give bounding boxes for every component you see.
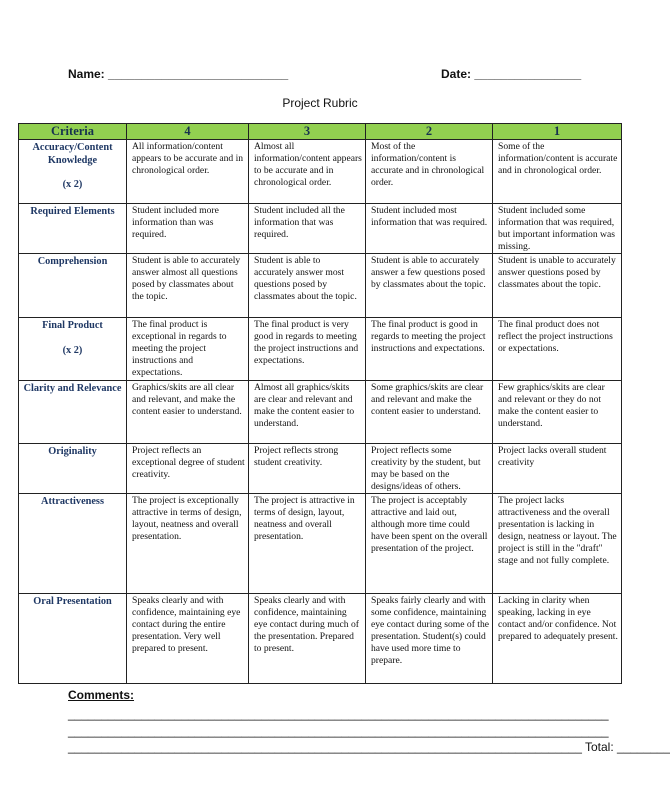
score-1-cell: Some of the information/content is accurate and in chronological order.	[493, 140, 622, 204]
criteria-cell	[19, 381, 127, 444]
header-criteria: Criteria	[19, 124, 127, 140]
score-2-cell: Speaks fairly clearly and with some confidence, maintaining eye contact during some of the presentation. Student(s) could have used more time to prepare.	[366, 594, 493, 684]
page-title: Project Rubric	[282, 96, 358, 110]
header-score-4: 4	[127, 124, 249, 140]
table-row	[19, 381, 622, 444]
criteria-cell	[19, 318, 127, 381]
rubric-header-row	[19, 124, 622, 140]
score-3-cell: Student included all the information that was required.	[249, 204, 366, 254]
table-row	[19, 444, 622, 494]
criteria-cell	[19, 254, 127, 318]
score-4-cell: The final product is exceptional in regards to meeting the project instructions and expectations.	[127, 318, 249, 381]
header-score-3: 3	[249, 124, 366, 140]
comment-line: _________________________________________________________________________________	[68, 724, 609, 738]
table-row	[19, 318, 622, 381]
table-row	[19, 254, 622, 318]
criteria-label: Originality	[48, 446, 97, 457]
score-4-cell: All information/content appears to be accurate and in chronological order.	[127, 140, 249, 204]
multiplier-label: (x 2)	[62, 179, 83, 190]
score-1-cell: Few graphics/skits are clear and relevant or they do not make the content easier to understand.	[493, 381, 622, 444]
score-2-cell: Student included most information that was required.	[366, 204, 493, 254]
header-score-2: 2	[366, 124, 493, 140]
score-3-cell: Project reflects strong student creativity.	[249, 444, 366, 494]
score-3-cell: Almost all information/content appears to be accurate and in chronological order.	[249, 140, 366, 204]
score-2-cell: Project reflects some creativity by the student, but may be based on the designs/ideas of others.	[366, 444, 493, 494]
criteria-label: Accuracy/Content Knowledge	[32, 142, 113, 166]
criteria-label: Clarity and Relevance	[23, 383, 122, 394]
score-1-cell: Student included some information that was required, but important information was missing.	[493, 204, 622, 254]
criteria-cell	[19, 444, 127, 494]
score-3-cell: The final product is very good in regards to meeting the project instructions and expectations.	[249, 318, 366, 381]
score-2-cell: Most of the information/content is accurate and in chronological order.	[366, 140, 493, 204]
score-4-cell: Student included more information than was required.	[127, 204, 249, 254]
score-3-cell: Speaks clearly and with confidence, maintaining eye contact during much of the presentation. Prepared to present.	[249, 594, 366, 684]
table-row	[19, 204, 622, 254]
score-2-cell: Some graphics/skits are clear and relevant and make the content easier to understand.	[366, 381, 493, 444]
score-2-cell: The project is acceptably attractive and laid out, although more time could have been spent on the overall presentation of the project.	[366, 494, 493, 594]
score-3-cell: Almost all graphics/skits are clear and relevant and make the content easier to understand.	[249, 381, 366, 444]
score-4-cell: Graphics/skits are all clear and relevant, and make the content easier to understand.	[127, 381, 249, 444]
score-2-cell: The final product is good in regards to meeting the project instructions and expectations.	[366, 318, 493, 381]
score-2-cell: Student is able to accurately answer a few questions posed by classmates about the topic.	[366, 254, 493, 318]
comments-label: Comments:	[68, 688, 135, 702]
score-1-cell: The project lacks attractiveness and the overall presentation is lacking in design, neatness or layout. The project is still in the "draft" stage and not fully complete.	[493, 494, 622, 594]
score-1-cell: Lacking in clarity when speaking, lacking in eye contact and/or confidence. Not prepared to adequately present.	[493, 594, 622, 684]
criteria-label: Required Elements	[30, 206, 115, 217]
table-row	[19, 594, 622, 684]
score-1-cell: Student is unable to accurately answer questions posed by classmates about the topic.	[493, 254, 622, 318]
criteria-cell	[19, 204, 127, 254]
score-1-cell: The final product does not reflect the project instructions or expectations.	[493, 318, 622, 381]
criteria-cell	[19, 140, 127, 204]
criteria-cell	[19, 594, 127, 684]
multiplier-label: (x 2)	[62, 344, 83, 356]
score-1-cell: Project lacks overall student creativity	[493, 444, 622, 494]
date-field-line: Date: ________________	[441, 67, 582, 81]
score-3-cell: The project is attractive in terms of design, layout, neatness and overall presentation.	[249, 494, 366, 594]
score-4-cell: The project is exceptionally attractive in terms of design, layout, neatness and overall presentation.	[127, 494, 249, 594]
score-3-cell: Student is able to accurately answer most questions posed by classmates about the topic.	[249, 254, 366, 318]
criteria-label: Attractiveness	[41, 496, 104, 507]
comment-line: _________________________________________________________________________________	[68, 707, 609, 721]
name-field-line: Name: ___________________________	[68, 67, 289, 81]
criteria-label: Final Product	[42, 320, 103, 331]
rubric-table	[18, 123, 622, 684]
header-score-1: 1	[493, 124, 622, 140]
table-row	[19, 494, 622, 594]
criteria-label: Oral Presentation	[33, 596, 112, 607]
score-4-cell: Project reflects an exceptional degree of student creativity.	[127, 444, 249, 494]
comment-total-line: _____________________________________________________________________________ Total: ________	[68, 740, 670, 754]
table-row	[19, 140, 622, 204]
score-4-cell: Speaks clearly and with confidence, maintaining eye contact during the entire presentation. Very well prepared to present.	[127, 594, 249, 684]
criteria-label: Comprehension	[37, 256, 108, 267]
criteria-cell	[19, 494, 127, 594]
score-4-cell: Student is able to accurately answer almost all questions posed by classmates about the topic.	[127, 254, 249, 318]
